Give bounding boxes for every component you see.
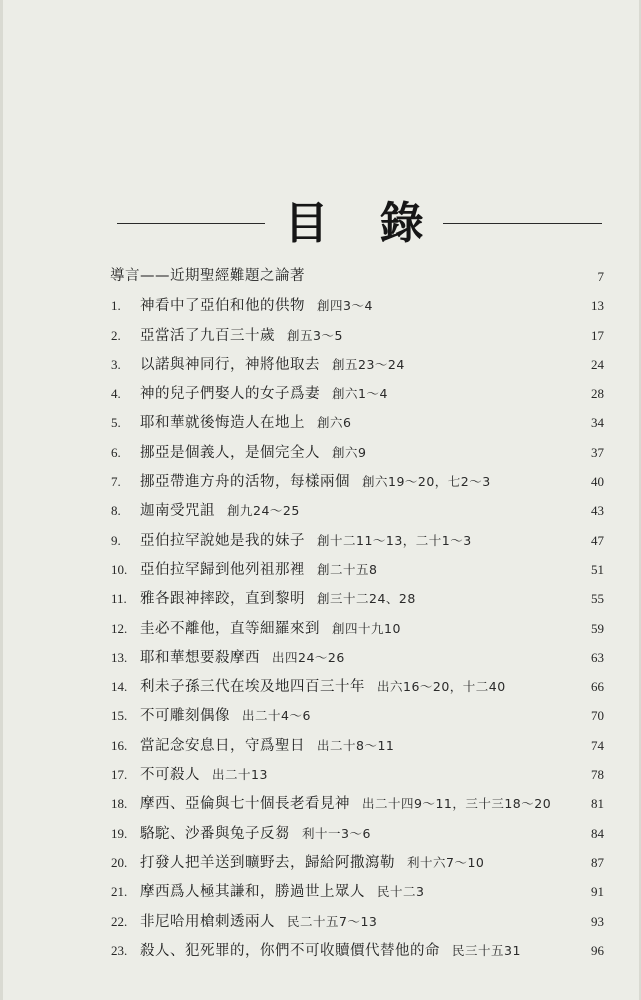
toc-entry[interactable] <box>109 321 604 350</box>
entry-page-number: 96 <box>591 942 604 958</box>
entry-scripture-reference: 創四十九10 <box>332 620 401 636</box>
entry-number: 11. <box>111 591 127 607</box>
title-rule-left <box>117 223 265 224</box>
entry-title <box>140 877 424 907</box>
intro-title: 導言——近期聖經難題之論著 <box>110 268 305 284</box>
entry-title <box>140 848 484 878</box>
entry-title <box>140 907 377 937</box>
entry-title <box>140 819 371 849</box>
entry-title <box>140 643 345 673</box>
entry-scripture-reference: 創六1～4 <box>332 386 388 402</box>
entry-title <box>140 467 491 497</box>
entry-title <box>140 496 300 526</box>
entry-title-text: 駱駝、沙番與兔子反芻 <box>140 825 290 842</box>
entry-page-number: 93 <box>591 913 604 929</box>
entry-title-text: 神看中了亞伯和他的供物 <box>140 298 305 315</box>
entry-number: 1. <box>111 298 121 314</box>
toc-entry-list <box>109 291 604 965</box>
entry-page-number: 70 <box>591 708 604 724</box>
toc-entry[interactable] <box>109 584 604 613</box>
entry-scripture-reference: 創三十二24、28 <box>317 591 416 607</box>
table-of-contents <box>109 262 604 965</box>
toc-entry[interactable] <box>109 760 604 789</box>
entry-scripture-reference: 創十二11～13，二十1～3 <box>317 532 472 548</box>
toc-entry[interactable] <box>109 819 604 848</box>
entry-number: 2. <box>111 327 121 343</box>
toc-entry[interactable] <box>109 496 604 525</box>
toc-entry[interactable] <box>109 701 604 730</box>
entry-title-text: 不可雕刻偶像 <box>140 708 230 725</box>
entry-number: 13. <box>111 649 128 665</box>
entry-number: 14. <box>111 679 128 695</box>
entry-page-number: 40 <box>591 474 604 490</box>
entry-title-text: 迦南受咒詛 <box>140 503 215 520</box>
entry-title-text: 當記念安息日，守爲聖日 <box>140 737 305 754</box>
entry-number: 5. <box>111 415 121 431</box>
entry-scripture-reference: 利十一3～6 <box>302 825 371 841</box>
entry-page-number: 13 <box>591 298 604 314</box>
entry-title-text: 殺人、犯死罪的，你們不可收贖價代替他的命 <box>140 942 440 959</box>
entry-title-text: 挪亞是個義人，是個完全人 <box>140 444 320 461</box>
toc-entry[interactable] <box>109 526 604 555</box>
entry-number: 19. <box>111 825 128 841</box>
entry-scripture-reference: 出二十4～6 <box>242 708 311 724</box>
entry-page-number: 55 <box>591 591 604 607</box>
entry-title <box>140 379 388 409</box>
entry-scripture-reference: 出四24～26 <box>272 649 345 665</box>
entry-title-text: 摩西爲人極其謙和，勝過世上眾人 <box>140 884 365 901</box>
entry-title-text: 亞伯拉罕歸到他列祖那裡 <box>140 561 305 578</box>
entry-page-number: 43 <box>591 503 604 519</box>
entry-page-number: 66 <box>591 679 604 695</box>
entry-number: 20. <box>111 854 128 870</box>
entry-number: 17. <box>111 767 128 783</box>
entry-title <box>140 321 343 351</box>
entry-title <box>140 731 394 761</box>
entry-title-text: 神的兒子們娶人的女子爲妻 <box>140 386 320 403</box>
entry-title-text: 耶和華想要殺摩西 <box>140 649 260 666</box>
entry-scripture-reference: 出六16～20，十二40 <box>377 679 506 695</box>
entry-page-number: 78 <box>591 767 604 783</box>
entry-title-text: 摩西、亞倫與七十個長老看見神 <box>140 796 350 813</box>
toc-intro-entry[interactable] <box>109 262 604 291</box>
entry-scripture-reference: 創五23～24 <box>332 356 405 372</box>
entry-title <box>140 526 472 556</box>
entry-number: 23. <box>111 942 128 958</box>
entry-number: 22. <box>111 913 128 929</box>
entry-scripture-reference: 出二十四9～11，三十三18～20 <box>362 796 552 812</box>
toc-entry[interactable] <box>109 350 604 379</box>
entry-number: 4. <box>111 386 121 402</box>
entry-number: 18. <box>111 796 128 812</box>
entry-title-text: 耶和華就後悔造人在地上 <box>140 415 305 432</box>
toc-entry[interactable] <box>109 672 604 701</box>
toc-entry[interactable] <box>109 643 604 672</box>
entry-number: 6. <box>111 444 121 460</box>
entry-page-number: 81 <box>591 796 604 812</box>
entry-page-number: 51 <box>591 561 604 577</box>
entry-title-text: 亞伯拉罕說她是我的妹子 <box>140 532 305 549</box>
entry-number: 12. <box>111 620 128 636</box>
entry-page-number: 59 <box>591 620 604 636</box>
entry-scripture-reference: 創九24～25 <box>227 503 300 519</box>
toc-entry[interactable] <box>109 789 604 818</box>
entry-page-number: 34 <box>591 415 604 431</box>
entry-scripture-reference: 創六9 <box>332 444 367 460</box>
entry-page-number: 47 <box>591 532 604 548</box>
toc-entry[interactable] <box>109 467 604 496</box>
entry-page-number: 74 <box>591 737 604 753</box>
entry-page-number: 91 <box>591 884 604 900</box>
toc-entry[interactable] <box>109 408 604 437</box>
entry-title <box>140 291 373 321</box>
entry-number: 3. <box>111 356 121 372</box>
toc-entry[interactable] <box>109 614 604 643</box>
entry-number: 7. <box>111 474 121 490</box>
toc-entry[interactable] <box>109 877 604 906</box>
toc-entry[interactable] <box>109 936 604 965</box>
entry-scripture-reference: 創二十五8 <box>317 561 378 577</box>
entry-scripture-reference: 出二十13 <box>212 767 268 783</box>
entry-scripture-reference: 創六19～20，七2～3 <box>362 474 491 490</box>
entry-number: 10. <box>111 561 128 577</box>
entry-title <box>140 350 405 380</box>
entry-page-number: 17 <box>591 327 604 343</box>
entry-title-text: 以諾與神同行，神將他取去 <box>140 356 320 373</box>
entry-title <box>140 555 377 585</box>
entry-title <box>140 408 351 438</box>
entry-title <box>140 614 401 644</box>
title-rule-right <box>443 223 602 224</box>
entry-title-text: 圭必不離他，直等細羅來到 <box>140 620 320 637</box>
toc-entry[interactable] <box>109 379 604 408</box>
entry-title-text: 非尼哈用槍刺透兩人 <box>140 913 275 930</box>
entry-title-text: 打發人把羊送到曠野去，歸給阿撒瀉勒 <box>140 854 395 871</box>
entry-title <box>140 701 311 731</box>
entry-page-number: 28 <box>591 386 604 402</box>
entry-title-text: 挪亞帶進方舟的活物，每樣兩個 <box>140 474 350 491</box>
entry-scripture-reference: 民十二3 <box>377 884 425 900</box>
entry-scripture-reference: 民二十五7～13 <box>287 913 378 929</box>
entry-number: 9. <box>111 532 121 548</box>
entry-title <box>140 760 268 790</box>
toc-entry[interactable] <box>109 291 604 320</box>
entry-title-text: 雅各跟神摔跤，直到黎明 <box>140 591 305 608</box>
entry-scripture-reference: 利十六7～10 <box>407 854 485 870</box>
toc-entry[interactable] <box>109 555 604 584</box>
entry-page-number: 87 <box>591 854 604 870</box>
entry-title-text: 亞當活了九百三十歲 <box>140 327 275 344</box>
entry-number: 8. <box>111 503 121 519</box>
entry-scripture-reference: 創五3～5 <box>287 327 343 343</box>
toc-entry[interactable] <box>109 907 604 936</box>
entry-page-number: 63 <box>591 649 604 665</box>
toc-entry[interactable] <box>109 438 604 467</box>
entry-number: 15. <box>111 708 128 724</box>
entry-title-text: 利未子孫三代在埃及地四百三十年 <box>140 679 365 696</box>
entry-scripture-reference: 創四3～4 <box>317 298 373 314</box>
entry-title <box>140 672 506 702</box>
entry-title <box>140 584 416 614</box>
entry-title <box>140 438 366 468</box>
toc-entry[interactable] <box>109 848 604 877</box>
entry-page-number: 24 <box>591 356 604 372</box>
page-title: 目 錄 <box>284 198 442 249</box>
entry-title-text: 不可殺人 <box>140 767 200 784</box>
entry-scripture-reference: 創六6 <box>317 415 352 431</box>
entry-title <box>140 936 521 966</box>
entry-title <box>140 789 551 819</box>
intro-page-number: 7 <box>597 269 604 284</box>
toc-entry[interactable] <box>109 731 604 760</box>
entry-number: 21. <box>111 884 128 900</box>
entry-scripture-reference: 出二十8～11 <box>317 737 395 753</box>
entry-page-number: 84 <box>591 825 604 841</box>
entry-number: 16. <box>111 737 128 753</box>
entry-page-number: 37 <box>591 444 604 460</box>
entry-scripture-reference: 民三十五31 <box>452 942 521 958</box>
